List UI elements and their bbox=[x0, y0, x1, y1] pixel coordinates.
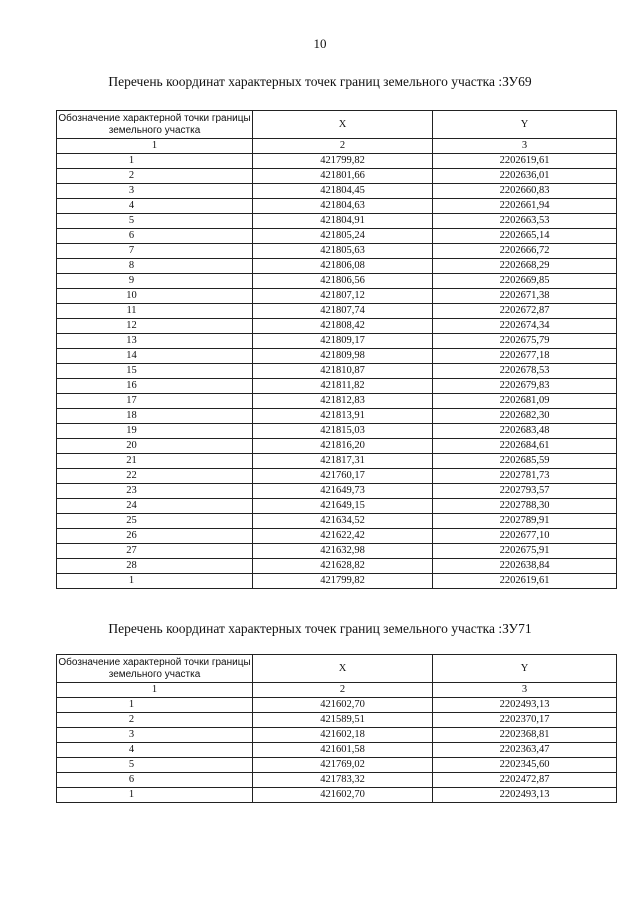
table-row bbox=[57, 728, 617, 743]
y-coordinate-cell: 2202636,01 bbox=[433, 169, 617, 184]
y-coordinate-cell: 2202677,10 bbox=[433, 529, 617, 544]
point-number-cell: 17 bbox=[57, 394, 253, 409]
y-coordinate-cell: 2202472,87 bbox=[433, 773, 617, 788]
table-row bbox=[57, 424, 617, 439]
x-coordinate-cell: 421806,08 bbox=[253, 259, 433, 274]
point-number-cell: 21 bbox=[57, 454, 253, 469]
x-coordinate-cell: 421799,82 bbox=[253, 154, 433, 169]
x-coordinate-cell: 421783,32 bbox=[253, 773, 433, 788]
column-index-3: 3 bbox=[433, 139, 617, 154]
x-coordinate-cell: 421805,63 bbox=[253, 244, 433, 259]
x-coordinate-cell: 421804,63 bbox=[253, 199, 433, 214]
table-row bbox=[57, 469, 617, 484]
y-coordinate-cell: 2202677,18 bbox=[433, 349, 617, 364]
x-coordinate-cell: 421810,87 bbox=[253, 364, 433, 379]
table-row bbox=[57, 319, 617, 334]
y-coordinate-cell: 2202675,91 bbox=[433, 544, 617, 559]
y-coordinate-cell: 2202345,60 bbox=[433, 758, 617, 773]
header-point-designation: Обозначение характерной точки границы земельного участка bbox=[57, 111, 253, 139]
y-coordinate-cell: 2202681,09 bbox=[433, 394, 617, 409]
y-coordinate-cell: 2202660,83 bbox=[433, 184, 617, 199]
table-row bbox=[57, 698, 617, 713]
table-row bbox=[57, 409, 617, 424]
y-coordinate-cell: 2202370,17 bbox=[433, 713, 617, 728]
column-index-1: 1 bbox=[57, 139, 253, 154]
table-row bbox=[57, 199, 617, 214]
table-row bbox=[57, 394, 617, 409]
x-coordinate-cell: 421628,82 bbox=[253, 559, 433, 574]
column-index-1: 1 bbox=[57, 683, 253, 698]
point-number-cell: 1 bbox=[57, 698, 253, 713]
x-coordinate-cell: 421806,56 bbox=[253, 274, 433, 289]
table-row bbox=[57, 289, 617, 304]
y-coordinate-cell: 2202619,61 bbox=[433, 154, 617, 169]
y-coordinate-cell: 2202619,61 bbox=[433, 574, 617, 589]
table-row bbox=[57, 559, 617, 574]
y-coordinate-cell: 2202781,73 bbox=[433, 469, 617, 484]
point-number-cell: 4 bbox=[57, 199, 253, 214]
y-coordinate-cell: 2202788,30 bbox=[433, 499, 617, 514]
table-row bbox=[57, 788, 617, 803]
x-coordinate-cell: 421760,17 bbox=[253, 469, 433, 484]
y-coordinate-cell: 2202672,87 bbox=[433, 304, 617, 319]
x-coordinate-cell: 421602,18 bbox=[253, 728, 433, 743]
table-row bbox=[57, 544, 617, 559]
table-row bbox=[57, 379, 617, 394]
table-row bbox=[57, 758, 617, 773]
table-row bbox=[57, 229, 617, 244]
page-number: 10 bbox=[313, 36, 327, 51]
x-coordinate-cell: 421817,31 bbox=[253, 454, 433, 469]
column-index-3: 3 bbox=[433, 683, 617, 698]
header-y: Y bbox=[433, 655, 617, 683]
table-row bbox=[57, 274, 617, 289]
y-coordinate-cell: 2202793,57 bbox=[433, 484, 617, 499]
point-number-cell: 7 bbox=[57, 244, 253, 259]
point-number-cell: 8 bbox=[57, 259, 253, 274]
x-coordinate-cell: 421809,98 bbox=[253, 349, 433, 364]
header-y: Y bbox=[433, 111, 617, 139]
point-number-cell: 19 bbox=[57, 424, 253, 439]
x-coordinate-cell: 421816,20 bbox=[253, 439, 433, 454]
x-coordinate-cell: 421649,15 bbox=[253, 499, 433, 514]
point-number-cell: 4 bbox=[57, 743, 253, 758]
table-row bbox=[57, 244, 617, 259]
table-row bbox=[57, 773, 617, 788]
y-coordinate-cell: 2202675,79 bbox=[433, 334, 617, 349]
header-x: X bbox=[253, 111, 433, 139]
coordinates-table-zu71 bbox=[56, 654, 617, 803]
column-index-2: 2 bbox=[253, 683, 433, 698]
header-point-designation: Обозначение характерной точки границы земельного участка bbox=[57, 655, 253, 683]
table-title-zu71: Перечень координат характерных точек границ земельного участка :ЗУ71 bbox=[108, 621, 532, 636]
x-coordinate-cell: 421602,70 bbox=[253, 788, 433, 803]
point-number-cell: 27 bbox=[57, 544, 253, 559]
x-coordinate-cell: 421634,52 bbox=[253, 514, 433, 529]
x-coordinate-cell: 421799,82 bbox=[253, 574, 433, 589]
point-number-cell: 16 bbox=[57, 379, 253, 394]
table-row bbox=[57, 454, 617, 469]
x-coordinate-cell: 421801,66 bbox=[253, 169, 433, 184]
x-coordinate-cell: 421622,42 bbox=[253, 529, 433, 544]
y-coordinate-cell: 2202682,30 bbox=[433, 409, 617, 424]
x-coordinate-cell: 421632,98 bbox=[253, 544, 433, 559]
y-coordinate-cell: 2202666,72 bbox=[433, 244, 617, 259]
y-coordinate-cell: 2202789,91 bbox=[433, 514, 617, 529]
x-coordinate-cell: 421804,91 bbox=[253, 214, 433, 229]
point-number-cell: 1 bbox=[57, 154, 253, 169]
table-row bbox=[57, 364, 617, 379]
point-number-cell: 18 bbox=[57, 409, 253, 424]
x-coordinate-cell: 421808,42 bbox=[253, 319, 433, 334]
x-coordinate-cell: 421807,12 bbox=[253, 289, 433, 304]
point-number-cell: 6 bbox=[57, 773, 253, 788]
point-number-cell: 25 bbox=[57, 514, 253, 529]
table-row bbox=[57, 514, 617, 529]
point-number-cell: 10 bbox=[57, 289, 253, 304]
y-coordinate-cell: 2202684,61 bbox=[433, 439, 617, 454]
table-header-row bbox=[57, 111, 617, 139]
y-coordinate-cell: 2202638,84 bbox=[433, 559, 617, 574]
y-coordinate-cell: 2202493,13 bbox=[433, 698, 617, 713]
y-coordinate-cell: 2202493,13 bbox=[433, 788, 617, 803]
point-number-cell: 26 bbox=[57, 529, 253, 544]
column-index-row bbox=[57, 139, 617, 154]
x-coordinate-cell: 421649,73 bbox=[253, 484, 433, 499]
x-coordinate-cell: 421811,82 bbox=[253, 379, 433, 394]
x-coordinate-cell: 421805,24 bbox=[253, 229, 433, 244]
table-row bbox=[57, 574, 617, 589]
coordinates-table-zu69 bbox=[56, 110, 617, 589]
point-number-cell: 14 bbox=[57, 349, 253, 364]
point-number-cell: 9 bbox=[57, 274, 253, 289]
y-coordinate-cell: 2202685,59 bbox=[433, 454, 617, 469]
table-row bbox=[57, 184, 617, 199]
table-row bbox=[57, 713, 617, 728]
table-row bbox=[57, 214, 617, 229]
point-number-cell: 3 bbox=[57, 184, 253, 199]
y-coordinate-cell: 2202683,48 bbox=[433, 424, 617, 439]
point-number-cell: 22 bbox=[57, 469, 253, 484]
table-row bbox=[57, 743, 617, 758]
table-row bbox=[57, 499, 617, 514]
column-index-2: 2 bbox=[253, 139, 433, 154]
point-number-cell: 3 bbox=[57, 728, 253, 743]
point-number-cell: 20 bbox=[57, 439, 253, 454]
header-x: X bbox=[253, 655, 433, 683]
y-coordinate-cell: 2202668,29 bbox=[433, 259, 617, 274]
y-coordinate-cell: 2202674,34 bbox=[433, 319, 617, 334]
x-coordinate-cell: 421813,91 bbox=[253, 409, 433, 424]
table-row bbox=[57, 334, 617, 349]
table-row bbox=[57, 259, 617, 274]
table-header-row bbox=[57, 655, 617, 683]
y-coordinate-cell: 2202665,14 bbox=[433, 229, 617, 244]
point-number-cell: 12 bbox=[57, 319, 253, 334]
table-body bbox=[57, 154, 617, 589]
x-coordinate-cell: 421602,70 bbox=[253, 698, 433, 713]
point-number-cell: 5 bbox=[57, 758, 253, 773]
table-row bbox=[57, 529, 617, 544]
table-row bbox=[57, 349, 617, 364]
table-title-zu69: Перечень координат характерных точек границ земельного участка :ЗУ69 bbox=[108, 74, 532, 89]
point-number-cell: 23 bbox=[57, 484, 253, 499]
column-index-row bbox=[57, 683, 617, 698]
x-coordinate-cell: 421804,45 bbox=[253, 184, 433, 199]
y-coordinate-cell: 2202663,53 bbox=[433, 214, 617, 229]
table-row bbox=[57, 304, 617, 319]
point-number-cell: 13 bbox=[57, 334, 253, 349]
point-number-cell: 6 bbox=[57, 229, 253, 244]
table-row bbox=[57, 154, 617, 169]
y-coordinate-cell: 2202661,94 bbox=[433, 199, 617, 214]
table-row bbox=[57, 484, 617, 499]
x-coordinate-cell: 421769,02 bbox=[253, 758, 433, 773]
y-coordinate-cell: 2202368,81 bbox=[433, 728, 617, 743]
point-number-cell: 2 bbox=[57, 713, 253, 728]
point-number-cell: 24 bbox=[57, 499, 253, 514]
x-coordinate-cell: 421815,03 bbox=[253, 424, 433, 439]
point-number-cell: 5 bbox=[57, 214, 253, 229]
y-coordinate-cell: 2202669,85 bbox=[433, 274, 617, 289]
point-number-cell: 15 bbox=[57, 364, 253, 379]
table-row bbox=[57, 169, 617, 184]
y-coordinate-cell: 2202363,47 bbox=[433, 743, 617, 758]
x-coordinate-cell: 421809,17 bbox=[253, 334, 433, 349]
table-body bbox=[57, 698, 617, 803]
point-number-cell: 1 bbox=[57, 788, 253, 803]
point-number-cell: 28 bbox=[57, 559, 253, 574]
x-coordinate-cell: 421812,83 bbox=[253, 394, 433, 409]
x-coordinate-cell: 421589,51 bbox=[253, 713, 433, 728]
y-coordinate-cell: 2202678,53 bbox=[433, 364, 617, 379]
y-coordinate-cell: 2202671,38 bbox=[433, 289, 617, 304]
point-number-cell: 1 bbox=[57, 574, 253, 589]
table-row bbox=[57, 439, 617, 454]
point-number-cell: 2 bbox=[57, 169, 253, 184]
point-number-cell: 11 bbox=[57, 304, 253, 319]
x-coordinate-cell: 421807,74 bbox=[253, 304, 433, 319]
x-coordinate-cell: 421601,58 bbox=[253, 743, 433, 758]
y-coordinate-cell: 2202679,83 bbox=[433, 379, 617, 394]
